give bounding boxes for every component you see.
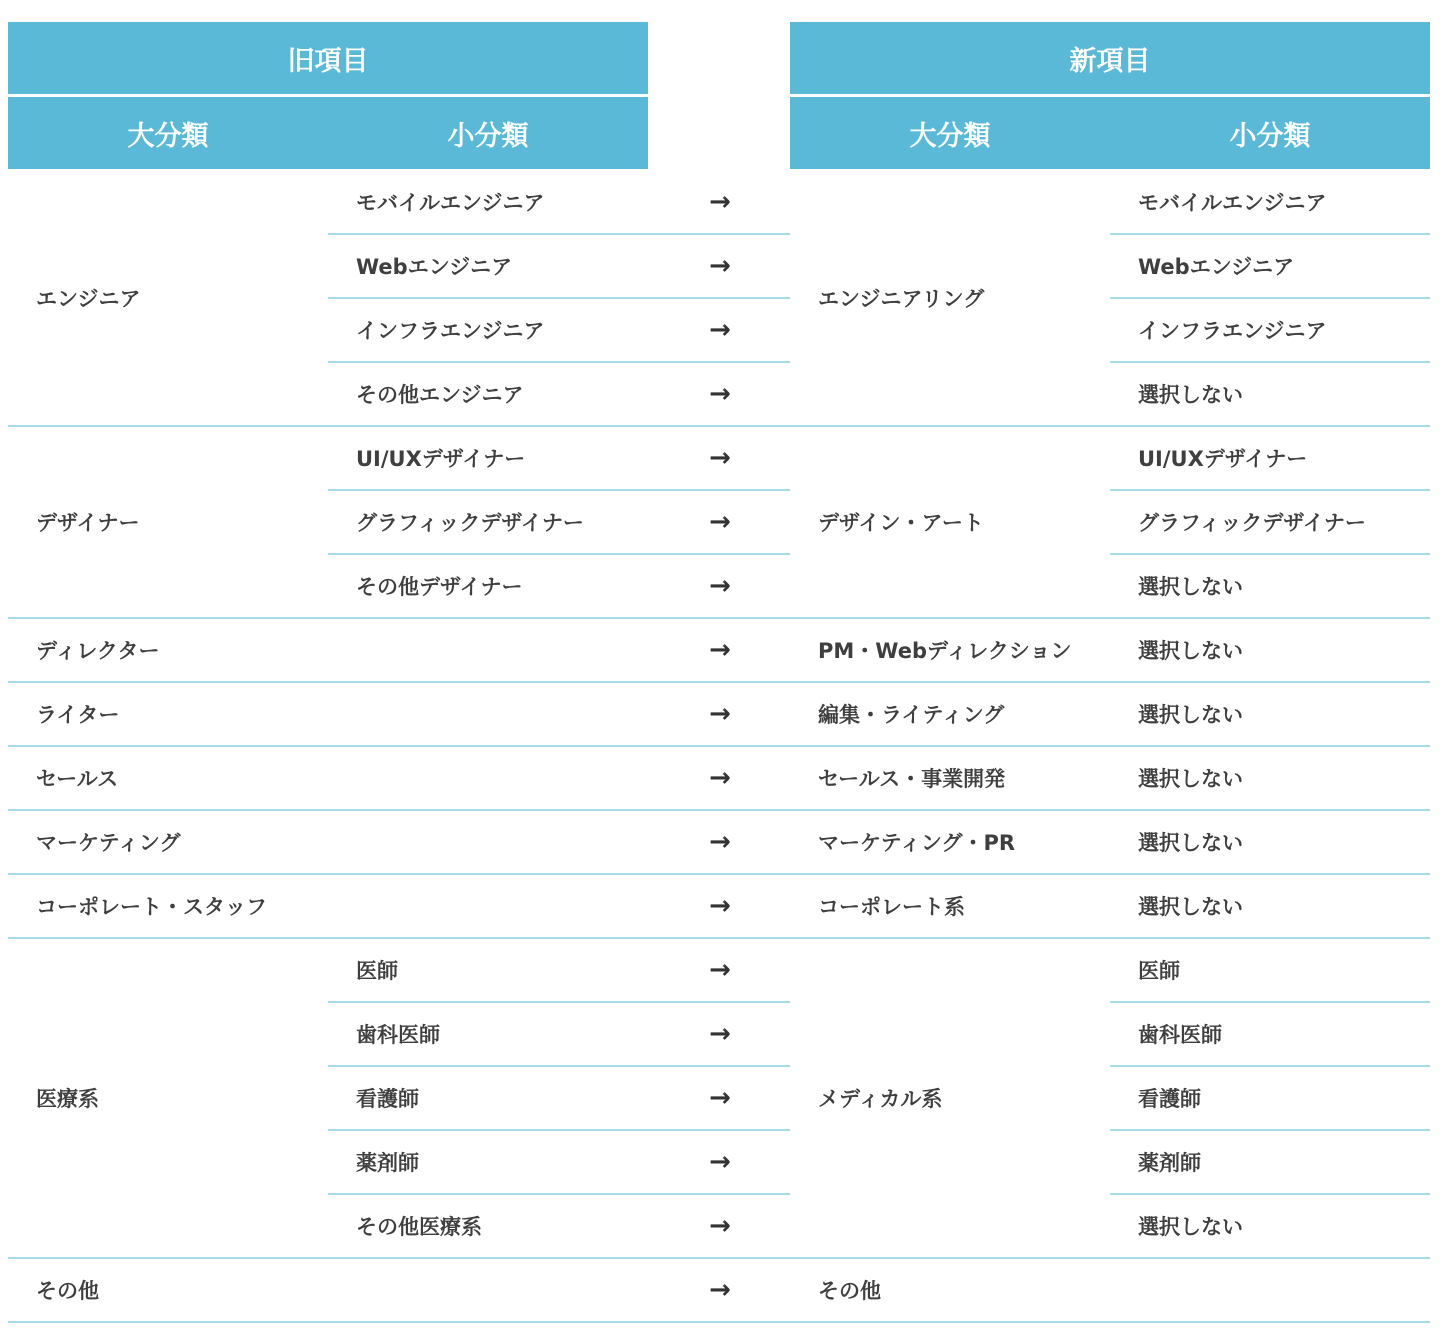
new-minor-category: 選択しない [1138, 895, 1243, 919]
old-minor-category: Webエンジニア [356, 255, 513, 279]
old-major-category: ライター [36, 703, 120, 727]
old-major-category: エンジニア [36, 287, 141, 311]
old-major-label: 大分類 [127, 120, 209, 152]
old-major-category: コーポレート・スタッフ [36, 895, 267, 919]
right-arrow-icon: → [709, 379, 731, 409]
new-minor-category: 薬剤師 [1138, 1151, 1201, 1175]
new-items-title: 新項目 [1069, 45, 1151, 77]
new-major-label: 大分類 [909, 120, 991, 152]
new-minor-category: モバイルエンジニア [1138, 191, 1327, 215]
new-minor-category: 選択しない [1138, 639, 1243, 663]
right-arrow-icon: → [709, 635, 731, 665]
right-arrow-icon: → [709, 251, 731, 281]
old-minor-label: 小分類 [447, 120, 529, 152]
new-major-category: マーケティング・PR [818, 831, 1016, 855]
new-major-category: コーポレート系 [818, 895, 965, 919]
old-minor-header [328, 97, 648, 169]
new-minor-category: 選択しない [1138, 703, 1243, 727]
new-items-header [790, 22, 1430, 94]
new-major-category: その他 [818, 1279, 881, 1303]
old-minor-category: その他エンジニア [356, 383, 524, 407]
right-arrow-icon: → [709, 827, 731, 857]
old-minor-category: 歯科医師 [356, 1023, 440, 1047]
new-major-category: デザイン・アート [818, 511, 984, 535]
right-arrow-icon: → [709, 443, 731, 473]
old-minor-category: 医師 [356, 959, 398, 983]
old-minor-category [328, 682, 690, 746]
new-minor-category: UI/UXデザイナー [1138, 447, 1308, 471]
old-items-header [8, 22, 648, 94]
old-minor-category: UI/UXデザイナー [356, 447, 526, 471]
old-minor-category: 薬剤師 [356, 1151, 419, 1175]
right-arrow-icon: → [709, 1211, 731, 1241]
new-minor-category: 選択しない [1138, 383, 1243, 407]
right-arrow-icon: → [709, 955, 731, 985]
new-minor-category: 選択しない [1138, 1215, 1243, 1239]
new-minor-category [1110, 1258, 1430, 1322]
right-arrow-icon: → [709, 699, 731, 729]
right-arrow-icon: → [709, 187, 731, 217]
right-arrow-icon: → [709, 891, 731, 921]
old-minor-category [328, 618, 690, 682]
new-minor-category: 医師 [1138, 959, 1180, 983]
new-minor-header [1110, 97, 1430, 169]
old-major-category: 医療系 [36, 1087, 99, 1111]
old-items-title: 旧項目 [287, 45, 369, 77]
new-major-category: 編集・ライティング [818, 703, 1005, 727]
new-major-category: セールス・事業開発 [818, 767, 1006, 791]
right-arrow-icon: → [709, 1275, 731, 1305]
new-major-header [790, 97, 1110, 169]
new-minor-category: 歯科医師 [1138, 1023, 1222, 1047]
new-minor-category: インフラエンジニア [1138, 319, 1327, 343]
new-major-category: エンジニアリング [818, 287, 985, 311]
old-minor-category: 看護師 [356, 1087, 419, 1111]
old-minor-category: グラフィックデザイナー [356, 511, 584, 535]
new-minor-category: 選択しない [1138, 767, 1243, 791]
right-arrow-icon: → [709, 1147, 731, 1177]
new-minor-label: 小分類 [1229, 120, 1311, 152]
old-major-header [8, 97, 328, 169]
old-minor-category: インフラエンジニア [356, 319, 545, 343]
old-minor-category: その他デザイナー [356, 575, 523, 599]
new-minor-category: 選択しない [1138, 831, 1243, 855]
new-major-category: PM・Webディレクション [818, 639, 1072, 663]
old-major-category: その他 [36, 1279, 99, 1303]
right-arrow-icon: → [709, 571, 731, 601]
new-minor-category: Webエンジニア [1138, 255, 1295, 279]
old-minor-category [328, 1258, 690, 1322]
right-arrow-icon: → [709, 1019, 731, 1049]
right-arrow-icon: → [709, 1083, 731, 1113]
old-minor-category: その他医療系 [356, 1215, 482, 1239]
new-minor-category: 選択しない [1138, 575, 1243, 599]
old-major-category: ディレクター [36, 639, 160, 663]
old-major-category: デザイナー [36, 511, 140, 535]
new-minor-category: グラフィックデザイナー [1138, 511, 1366, 535]
right-arrow-icon: → [709, 763, 731, 793]
group-divider [8, 1321, 1430, 1323]
old-minor-category [328, 746, 690, 810]
old-minor-category [328, 810, 690, 874]
right-arrow-icon: → [709, 315, 731, 345]
old-major-category: セールス [36, 767, 119, 791]
new-major-category: メディカル系 [818, 1087, 943, 1111]
right-arrow-icon: → [709, 507, 731, 537]
old-minor-category: モバイルエンジニア [356, 191, 545, 215]
old-major-category: マーケティング [36, 831, 181, 855]
old-minor-category [328, 874, 690, 938]
new-minor-category: 看護師 [1138, 1087, 1201, 1111]
